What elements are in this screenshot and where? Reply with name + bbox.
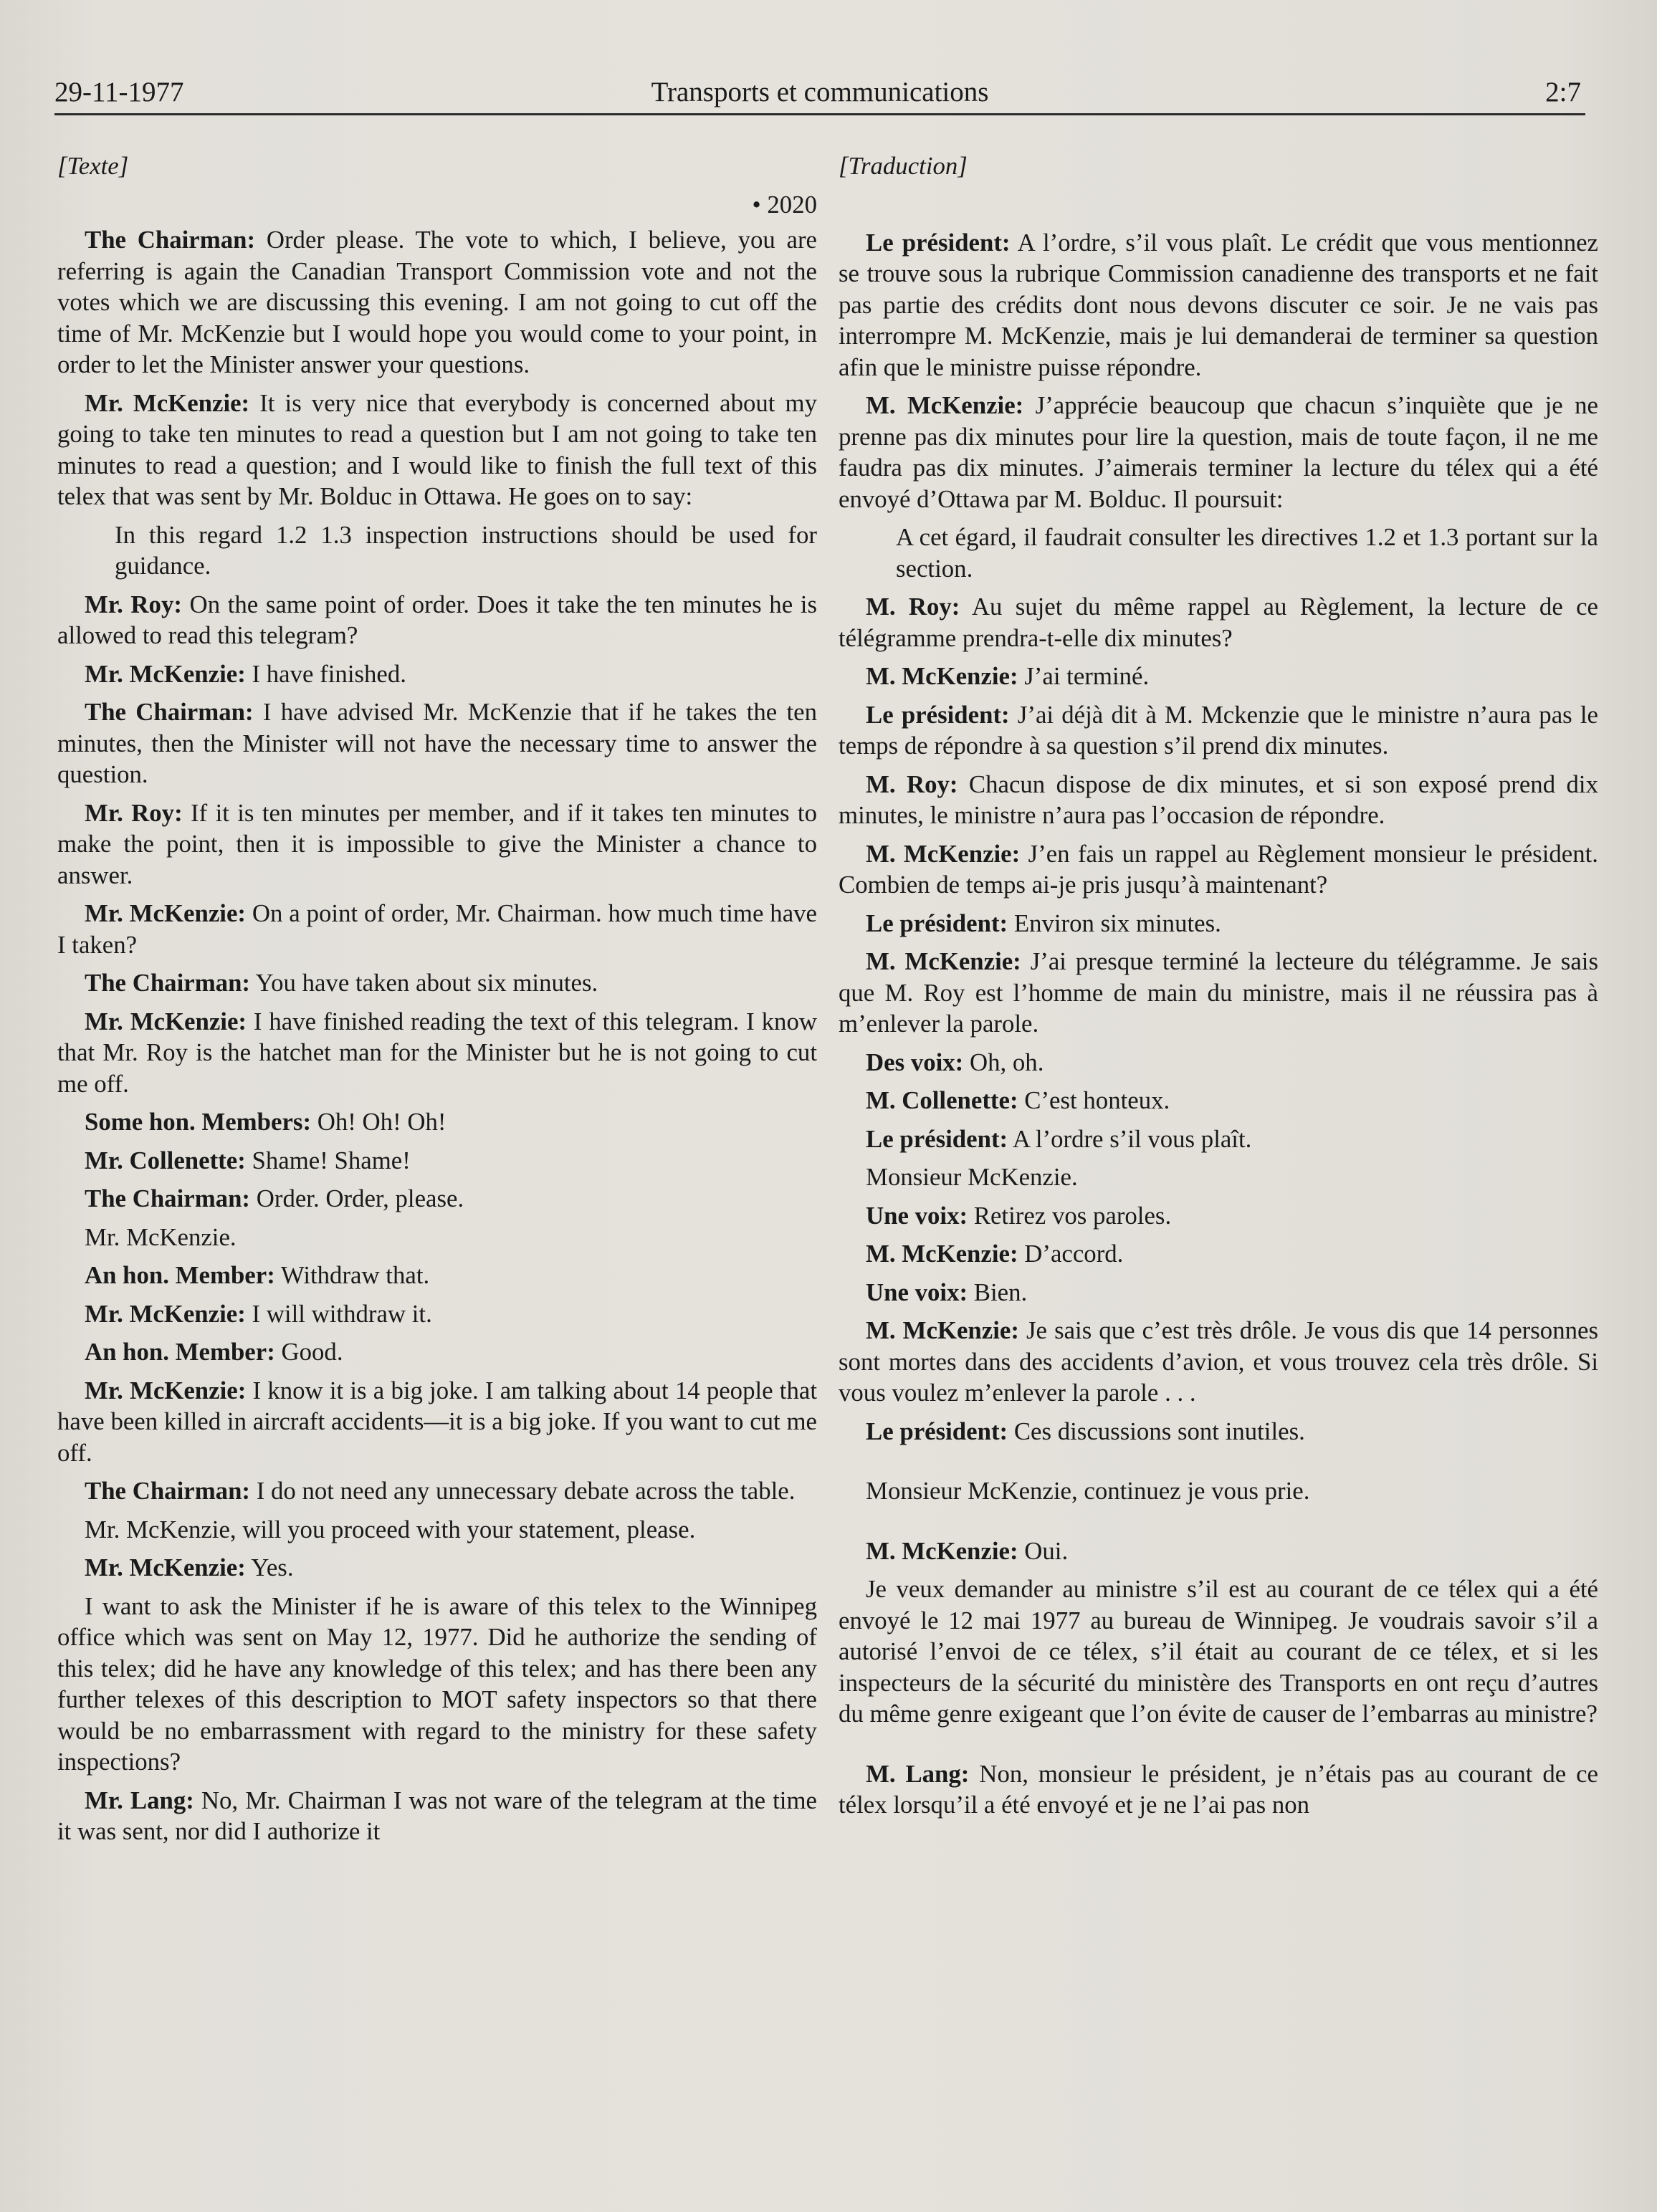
speaker-name: Une voix:: [866, 1278, 968, 1306]
speech-paragraph: [57, 1298, 817, 1330]
speech-paragraph: [57, 1552, 817, 1584]
speech-paragraph: [57, 1260, 817, 1291]
speech-paragraph: [839, 1475, 1598, 1507]
speech-paragraph: [839, 1315, 1598, 1409]
speech-text: No, Mr. Chairman I was not ware of the telegram at the time it was sent, nor did I authorize it: [57, 1786, 817, 1845]
speaker-name: Le président:: [866, 700, 1010, 729]
speech-paragraph: [57, 898, 817, 960]
header-date: 29-11-1977: [54, 77, 184, 107]
speaker-name: M. McKenzie:: [866, 1536, 1018, 1565]
speech-text: I have advised Mr. McKenzie that if he takes the ten minutes, then the Minister will not have the necessary time to answer the question.: [57, 698, 817, 788]
speaker-name: Mr. McKenzie:: [85, 1376, 247, 1404]
speech-text: On a point of order, Mr. Chairman. how much time have I taken?: [57, 899, 817, 959]
speech-paragraph: [839, 661, 1598, 692]
speech-paragraph: [57, 1145, 817, 1177]
section-label-traduction: [Traduction]: [839, 152, 968, 180]
speaker-name: Mr. Roy:: [85, 798, 183, 827]
speech-paragraph: [57, 1514, 817, 1546]
speech-text: Mr. McKenzie.: [85, 1222, 237, 1251]
speaker-name: An hon. Member:: [85, 1338, 275, 1366]
speech-paragraph: [57, 589, 817, 651]
speaker-name: M. Collenette:: [866, 1086, 1018, 1114]
speaker-name: Mr. McKenzie:: [85, 1299, 246, 1328]
speaker-name: The Chairman:: [85, 1477, 251, 1505]
speech-paragraph: [57, 388, 817, 512]
speech-paragraph: [57, 967, 817, 999]
speech-text: J’ai déjà dit à M. Mckenzie que le ministre n’aura pas le temps de répondre à sa question s’il prend dix minutes.: [839, 700, 1598, 760]
speech-text: I will withdraw it.: [245, 1299, 432, 1328]
speech-text: Withdraw that.: [274, 1261, 430, 1289]
speech-paragraph: [839, 1162, 1598, 1193]
speech-paragraph: [839, 1574, 1598, 1730]
speech-paragraph: [57, 1785, 817, 1847]
speaker-name: Mr. McKenzie:: [85, 1553, 246, 1581]
speech-paragraph: [57, 224, 817, 380]
speech-text: Shame! Shame!: [245, 1146, 411, 1174]
speech-text: Au sujet du même rappel au Règlement, la lecture de ce télégramme prendra-t-elle dix minutes?: [839, 593, 1598, 652]
speaker-name: Some hon. Members:: [85, 1108, 312, 1136]
speaker-name: Des voix:: [866, 1048, 964, 1076]
speaker-name: Le président:: [866, 1124, 1008, 1153]
header-page-number: 2:7: [1545, 77, 1581, 107]
speech-paragraph: [839, 1047, 1598, 1078]
speaker-name: M. McKenzie:: [866, 662, 1018, 690]
speech-paragraph: [839, 591, 1598, 653]
speech-text: Oh! Oh! Oh!: [311, 1108, 447, 1136]
speech-paragraph: [839, 1277, 1598, 1308]
speech-paragraph: [839, 1200, 1598, 1232]
speech-paragraph: [839, 769, 1598, 831]
speaker-name: M. Roy:: [866, 770, 958, 798]
speech-text: It is very nice that everybody is concerned about my going to take ten minutes to read a question but I am not going to take ten minutes to read a question; and I would like to finish the full text of this telex that was sent by Mr. Bolduc in Ottawa. He goes on to say:: [57, 388, 817, 510]
speaker-name: Le président:: [866, 909, 1008, 937]
speech-paragraph: [57, 1183, 817, 1215]
speech-paragraph: [839, 227, 1598, 383]
speech-paragraph: [839, 699, 1598, 762]
speech-paragraph: [57, 1106, 817, 1138]
speech-text: Ces discussions sont inutiles.: [1008, 1417, 1305, 1445]
speech-text: A cet égard, il faudrait consulter les directives 1.2 et 1.3 portant sur la section.: [896, 523, 1598, 583]
paragraph-gap: [839, 1514, 1598, 1536]
speech-paragraph: [57, 659, 817, 690]
speaker-name: Mr. McKenzie:: [85, 899, 246, 927]
speech-text: J’ai presque terminé la lecteure du télégramme. Je sais que M. Roy est l’homme de main du ministre, mais il ne réussira pas à m’enlever la parole.: [839, 947, 1598, 1038]
speaker-name: Le président:: [866, 228, 1011, 257]
speaker-name: M. Roy:: [866, 593, 960, 621]
speech-text: Order please. The vote to which, I believe, you are referring is again the Canadian Transport Commission vote and not the votes which we are discussing this evening. I am not going to cut off the time of Mr. McKenzie but I would hope you would come to your point, in order to let the Minister answer your questions.: [57, 226, 817, 378]
paragraph-gap: [839, 1737, 1598, 1758]
speech-text: I have finished reading the text of this telegram. I know that Mr. Roy is the hatchet man for the Minister but he is not going to cut me off.: [57, 1007, 817, 1098]
speech-text: You have taken about six minutes.: [250, 969, 598, 997]
speaker-name: The Chairman:: [85, 1184, 251, 1212]
speech-text: Oui.: [1018, 1536, 1069, 1565]
speech-paragraph: [839, 1416, 1598, 1447]
speech-text: D’accord.: [1018, 1240, 1124, 1268]
time-marker: • 2020: [752, 190, 817, 219]
speaker-name: Le président:: [866, 1417, 1008, 1445]
speaker-name: Mr. Collenette:: [85, 1146, 246, 1174]
speaker-name: M. McKenzie:: [866, 1316, 1019, 1344]
speech-paragraph: [839, 390, 1598, 514]
speech-paragraph: [839, 908, 1598, 939]
speech-text: I do not need any unnecessary debate across the table.: [250, 1477, 796, 1505]
speech-paragraph: [839, 1124, 1598, 1155]
speaker-name: M. McKenzie:: [866, 1240, 1018, 1268]
speech-paragraph: [839, 838, 1598, 901]
speech-text: I have finished.: [245, 659, 406, 688]
quoted-passage: [115, 520, 817, 582]
section-label-texte: [Texte]: [57, 152, 129, 180]
speech-paragraph: [57, 798, 817, 891]
marker-spacer: [839, 189, 1598, 227]
speech-text: I know it is a big joke. I am talking about 14 people that have been killed in aircraft accidents—it is a big joke. If you want to cut me off.: [57, 1376, 817, 1467]
speaker-name: Mr. Lang:: [85, 1786, 194, 1814]
speech-text: Oh, oh.: [963, 1048, 1044, 1076]
speech-paragraph: [57, 696, 817, 790]
speech-text: Non, monsieur le président, je n’étais pas au courant de ce télex lorsqu’il a été envoyé et je ne l’ai pas non: [839, 1759, 1598, 1819]
speech-text: I want to ask the Minister if he is aware of this telex to the Winnipeg office which was sent on May 12, 1977. Did he authorize the sending of this telex; did he have any knowledge of this telex; and has there been any further telexes of this description to MOT safety inspectors so that there would be no embarrassment with regard to the ministry for these safety inspections?: [57, 1591, 817, 1776]
speech-text: Je veux demander au ministre s’il est au courant de ce télex qui a été envoyé le 12 mai 1977 au bureau de Winnipeg. Je voudrais savoir s’il a autorisé l’envoi de ce télex, s’il était au courant de ce télex, et si les inspecteurs de la sécurité du ministère des Transports en ont reçu d’autres du même genre exigeant que l’on évite de causer de l’embarras au ministre?: [839, 1575, 1598, 1728]
french-column: [839, 150, 1598, 1828]
paragraph-gap: [839, 1454, 1598, 1475]
speech-paragraph: [839, 1085, 1598, 1116]
speaker-name: M. McKenzie:: [866, 391, 1024, 419]
speech-text: J’apprécie beaucoup que chacun s’inquiète que je ne prenne pas dix minutes pour lire la question, mais de toute façon, il ne me faudra pas dix minutes. J’aimerais terminer la lecture du télex qui a été envoyé d’Ottawa par M. Bolduc. Il poursuit:: [839, 391, 1598, 513]
speech-text: Monsieur McKenzie.: [866, 1163, 1078, 1191]
speech-text: Monsieur McKenzie, continuez je vous prie.: [866, 1477, 1310, 1505]
speaker-name: Mr. McKenzie:: [85, 1007, 247, 1035]
speech-text: C’est honteux.: [1018, 1086, 1170, 1114]
speaker-name: Mr. McKenzie:: [85, 388, 250, 417]
speech-text: A l’ordre s’il vous plaît.: [1008, 1124, 1252, 1153]
english-column: [57, 150, 817, 1854]
speech-text: Good.: [274, 1338, 343, 1366]
speaker-name: M. Lang:: [866, 1759, 970, 1788]
speech-text: In this regard 1.2 1.3 inspection instructions should be used for guidance.: [115, 520, 817, 580]
speech-text: Bien.: [968, 1278, 1028, 1306]
page-header: [54, 72, 1585, 115]
speech-text: Mr. McKenzie, will you proceed with your statement, please.: [85, 1515, 696, 1543]
speech-paragraph: [57, 1591, 817, 1778]
speech-paragraph: [839, 1758, 1598, 1821]
speaker-name: The Chairman:: [85, 226, 256, 254]
header-title: Transports et communications: [651, 77, 989, 107]
speech-paragraph: [57, 1375, 817, 1469]
speaker-name: Une voix:: [866, 1201, 968, 1230]
speech-paragraph: [57, 1336, 817, 1368]
speech-text: Retirez vos paroles.: [968, 1201, 1172, 1230]
speech-paragraph: [57, 1475, 817, 1507]
speaker-name: M. McKenzie:: [866, 947, 1021, 975]
speech-text: Chacun dispose de dix minutes, et si son exposé prend dix minutes, le ministre n’aura pas l’occasion de répondre.: [839, 770, 1598, 829]
quoted-passage: [896, 522, 1598, 584]
speech-paragraph: [57, 1222, 817, 1253]
speech-text: J’en fais un rappel au Règlement monsieur le président. Combien de temps ai-je pris jusqu’à maintenant?: [839, 839, 1598, 899]
speech-text: A l’ordre, s’il vous plaît. Le crédit que vous mentionnez se trouve sous la rubrique Commission canadienne des transports et ne fait pas partie des crédits dont nous devons discuter ce soir. Je ne vais pas interrompre M. McKenzie, mais je lui demanderai de terminer sa question afin que le ministre puisse répondre.: [839, 228, 1598, 381]
speech-paragraph: [57, 1006, 817, 1100]
speech-text: On the same point of order. Does it take the ten minutes he is allowed to read this telegram?: [57, 590, 817, 649]
speaker-name: An hon. Member:: [85, 1261, 275, 1289]
speaker-name: M. McKenzie:: [866, 839, 1021, 868]
speech-paragraph: [839, 1238, 1598, 1270]
speech-text: J’ai terminé.: [1018, 662, 1150, 690]
speech-text: If it is ten minutes per member, and if it takes ten minutes to make the point, then it is impossible to give the Minister a chance to answer.: [57, 798, 817, 889]
speech-text: Yes.: [245, 1553, 294, 1581]
speech-text: Order. Order, please.: [250, 1184, 464, 1212]
speaker-name: The Chairman:: [85, 969, 251, 997]
speech-text: Environ six minutes.: [1008, 909, 1221, 937]
speaker-name: Mr. McKenzie:: [85, 659, 246, 688]
speech-text: Je sais que c’est très drôle. Je vous dis que 14 personnes sont mortes dans des accidents d’avion, et vous trouvez cela très drôle. Si vous voulez m’enlever la parole . . .: [839, 1316, 1598, 1407]
speaker-name: The Chairman:: [85, 698, 254, 726]
speech-paragraph: [839, 1536, 1598, 1567]
speech-paragraph: [839, 946, 1598, 1040]
speaker-name: Mr. Roy:: [85, 590, 182, 618]
